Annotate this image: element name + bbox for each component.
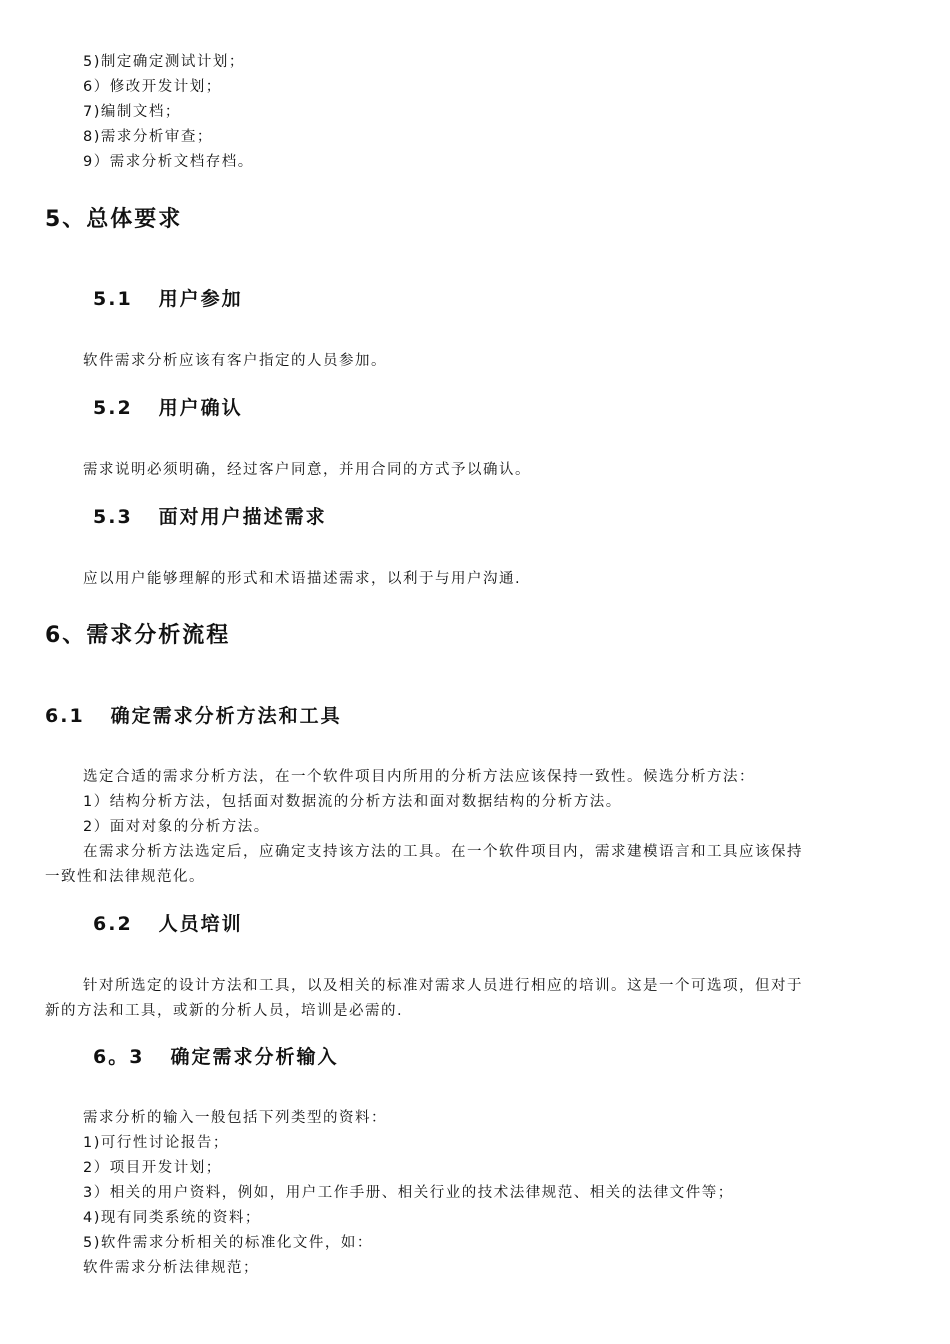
- section-heading-5: 5、总体要求: [45, 207, 183, 232]
- subsection-heading-6-2: [93, 911, 243, 937]
- subsection-heading-5-1: [93, 286, 243, 312]
- list-item: 2）项目开发计划；: [83, 1160, 222, 1176]
- subsection-number: 6.1: [45, 705, 85, 727]
- paragraph-line: 在需求分析方法选定后，应确定支持该方法的工具。在一个软件项目内，需求建模语言和工具应该保持: [83, 844, 803, 860]
- subsection-number: 5.3: [93, 506, 133, 528]
- section-heading-6: 6、需求分析流程: [45, 623, 231, 648]
- subsection-title: 用户参加: [158, 288, 243, 310]
- subsection-title: 确定需求分析输入: [170, 1046, 339, 1068]
- list-item: 1)可行性讨论报告；: [83, 1135, 229, 1151]
- paragraph-line: 新的方法和工具，或新的分析人员，培训是必需的.: [45, 1003, 404, 1019]
- list-item: 8)需求分析审查；: [83, 129, 213, 145]
- subsection-number: 6。3: [93, 1046, 145, 1068]
- paragraph-line: 1）结构分析方法，包括面对数据流的分析方法和面对数据结构的分析方法。: [83, 794, 622, 810]
- list-item: 3）相关的用户资料，例如，用户工作手册、相关行业的技术法律规范、相关的法律文件等；: [83, 1185, 734, 1201]
- subsection-title: 面对用户描述需求: [158, 506, 327, 528]
- paragraph: 应以用户能够理解的形式和术语描述需求，以利于与用户沟通.: [83, 571, 522, 587]
- subsection-title: 确定需求分析方法和工具: [110, 705, 342, 727]
- subsection-heading-5-2: [93, 395, 243, 421]
- subsection-heading-6-3: [93, 1044, 338, 1070]
- paragraph-line: 软件需求分析法律规范；: [83, 1260, 259, 1276]
- paragraph-line: 2）面对对象的分析方法。: [83, 819, 270, 835]
- list-item: 5)软件需求分析相关的标准化文件，如：: [83, 1235, 373, 1251]
- paragraph-line: 针对所选定的设计方法和工具，以及相关的标准对需求人员进行相应的培训。这是一个可选项，但对于: [83, 978, 803, 994]
- paragraph-line: 一致性和法律规范化。: [45, 869, 205, 885]
- subsection-number: 6.2: [93, 913, 133, 935]
- subsection-title: 用户确认: [158, 397, 243, 419]
- subsection-number: 5.2: [93, 397, 133, 419]
- subsection-heading-6-1: [45, 703, 342, 729]
- subsection-heading-5-3: [93, 504, 327, 530]
- list-item: 4)现有同类系统的资料；: [83, 1210, 261, 1226]
- paragraph: 软件需求分析应该有客户指定的人员参加。: [83, 353, 387, 369]
- subsection-number: 5.1: [93, 288, 133, 310]
- paragraph-line: 选定合适的需求分析方法，在一个软件项目内所用的分析方法应该保持一致性。候选分析方法：: [83, 769, 755, 785]
- subsection-title: 人员培训: [158, 913, 243, 935]
- paragraph: 需求说明必须明确，经过客户同意，并用合同的方式予以确认。: [83, 462, 531, 478]
- paragraph-line: 需求分析的输入一般包括下列类型的资料：: [83, 1110, 387, 1126]
- list-item: 5)制定确定测试计划；: [83, 54, 245, 70]
- list-item: 6）修改开发计划；: [83, 79, 222, 95]
- list-item: 7)编制文档；: [83, 104, 181, 120]
- list-item: 9）需求分析文档存档。: [83, 154, 254, 170]
